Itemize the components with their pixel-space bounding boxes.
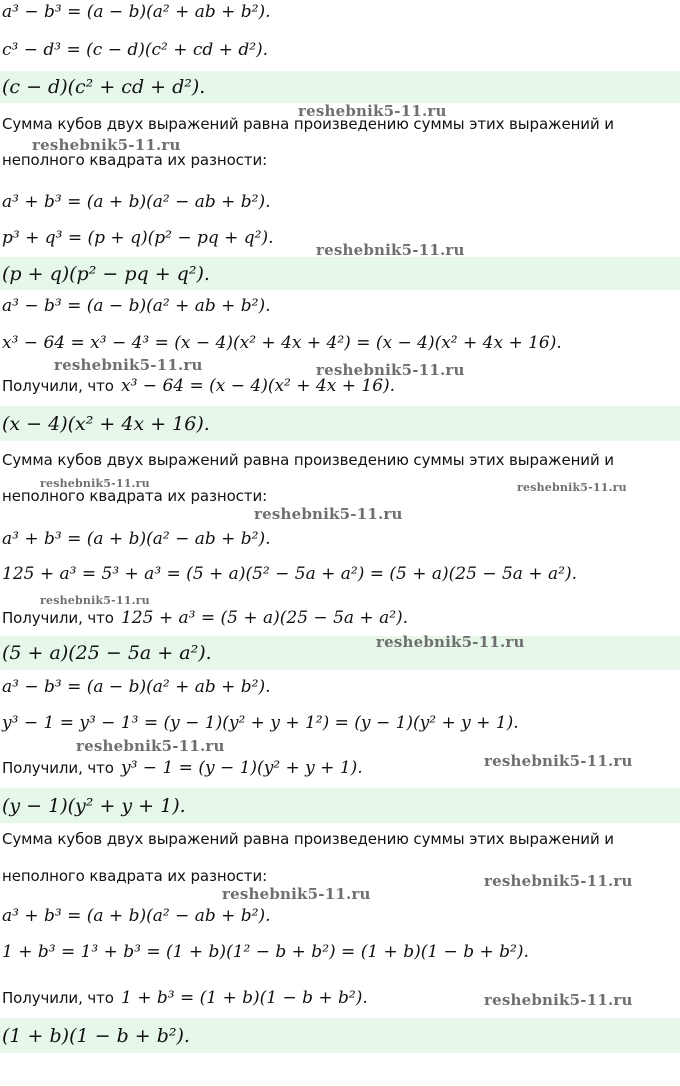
- formula-sum-of-cubes: a³ + b³ = (a + b)(a² − ab + b²).: [2, 529, 271, 549]
- watermark: reshebnik5-11.ru: [40, 477, 150, 490]
- formula-line: y³ − 1 = y³ − 1³ = (y − 1)(y² + y + 1²) = (y − 1)(y² + y + 1).: [2, 713, 519, 733]
- conclusion-label: Получили, что: [2, 377, 114, 395]
- formula-line: p³ + q³ = (p + q)(p² − pq + q²).: [2, 228, 274, 248]
- conclusion-label: Получили, что: [2, 609, 114, 627]
- answer-box: (p + q)(p² − pq + q²).: [0, 257, 680, 290]
- watermark: reshebnik5-11.ru: [517, 481, 627, 494]
- formula-line: 1 + b³ = 1³ + b³ = (1 + b)(1² − b + b²) = (1 + b)(1 − b + b²).: [2, 942, 529, 962]
- watermark: reshebnik5-11.ru: [484, 991, 633, 1009]
- watermark: reshebnik5-11.ru: [76, 737, 225, 755]
- formula-difference-of-cubes: a³ − b³ = (a − b)(a² + ab + b²).: [2, 296, 271, 316]
- answer-box: (x − 4)(x² + 4x + 16).: [0, 406, 680, 441]
- conclusion-formula: 1 + b³ = (1 + b)(1 − b + b²).: [120, 988, 368, 1008]
- formula-sum-of-cubes: a³ + b³ = (a + b)(a² − ab + b²).: [2, 192, 271, 212]
- conclusion-line: [0, 608, 680, 628]
- formula-line: x³ − 64 = x³ − 4³ = (x − 4)(x² + 4x + 4²) = (x − 4)(x² + 4x + 16).: [2, 333, 562, 353]
- watermark: reshebnik5-11.ru: [254, 505, 403, 523]
- formula-difference-of-cubes: a³ − b³ = (a − b)(a² + ab + b²).: [2, 2, 271, 22]
- watermark: reshebnik5-11.ru: [316, 241, 465, 259]
- watermark: reshebnik5-11.ru: [54, 356, 203, 374]
- rule-text: Сумма кубов двух выражений равна произведению суммы этих выражений и: [2, 451, 614, 469]
- conclusion-formula: 125 + a³ = (5 + a)(25 − 5a + a²).: [120, 608, 409, 628]
- watermark: reshebnik5-11.ru: [40, 594, 150, 607]
- answer-box: (1 + b)(1 − b + b²).: [0, 1018, 680, 1053]
- watermark: reshebnik5-11.ru: [376, 633, 525, 651]
- conclusion-formula: y³ − 1 = (y − 1)(y² + y + 1).: [120, 758, 363, 778]
- formula-sum-of-cubes: a³ + b³ = (a + b)(a² − ab + b²).: [2, 906, 271, 926]
- conclusion-label: Получили, что: [2, 759, 114, 777]
- answer-box: (5 + a)(25 − 5a + a²).: [0, 636, 680, 670]
- rule-text: неполного квадрата их разности:: [2, 487, 268, 505]
- rule-text: Сумма кубов двух выражений равна произведению суммы этих выражений и: [2, 830, 614, 848]
- rule-text: Сумма кубов двух выражений равна произведению суммы этих выражений и: [2, 115, 614, 133]
- formula-line: 125 + a³ = 5³ + a³ = (5 + a)(5² − 5a + a²) = (5 + a)(25 − 5a + a²).: [2, 564, 577, 584]
- rule-text: неполного квадрата их разности:: [2, 151, 268, 169]
- watermark: reshebnik5-11.ru: [484, 752, 633, 770]
- answer-box: (y − 1)(y² + y + 1).: [0, 788, 680, 823]
- watermark: reshebnik5-11.ru: [316, 361, 465, 379]
- watermark: reshebnik5-11.ru: [32, 136, 181, 154]
- answer-box: (c − d)(c² + cd + d²).: [0, 71, 680, 103]
- rule-text: неполного квадрата их разности:: [2, 867, 268, 885]
- conclusion-line: [0, 376, 680, 396]
- watermark: reshebnik5-11.ru: [222, 885, 371, 903]
- conclusion-formula: x³ − 64 = (x − 4)(x² + 4x + 16).: [120, 376, 396, 396]
- formula-line: c³ − d³ = (c − d)(c² + cd + d²).: [2, 40, 269, 60]
- conclusion-label: Получили, что: [2, 989, 114, 1007]
- watermark: reshebnik5-11.ru: [298, 102, 447, 120]
- watermark: reshebnik5-11.ru: [484, 872, 633, 890]
- formula-difference-of-cubes: a³ − b³ = (a − b)(a² + ab + b²).: [2, 677, 271, 697]
